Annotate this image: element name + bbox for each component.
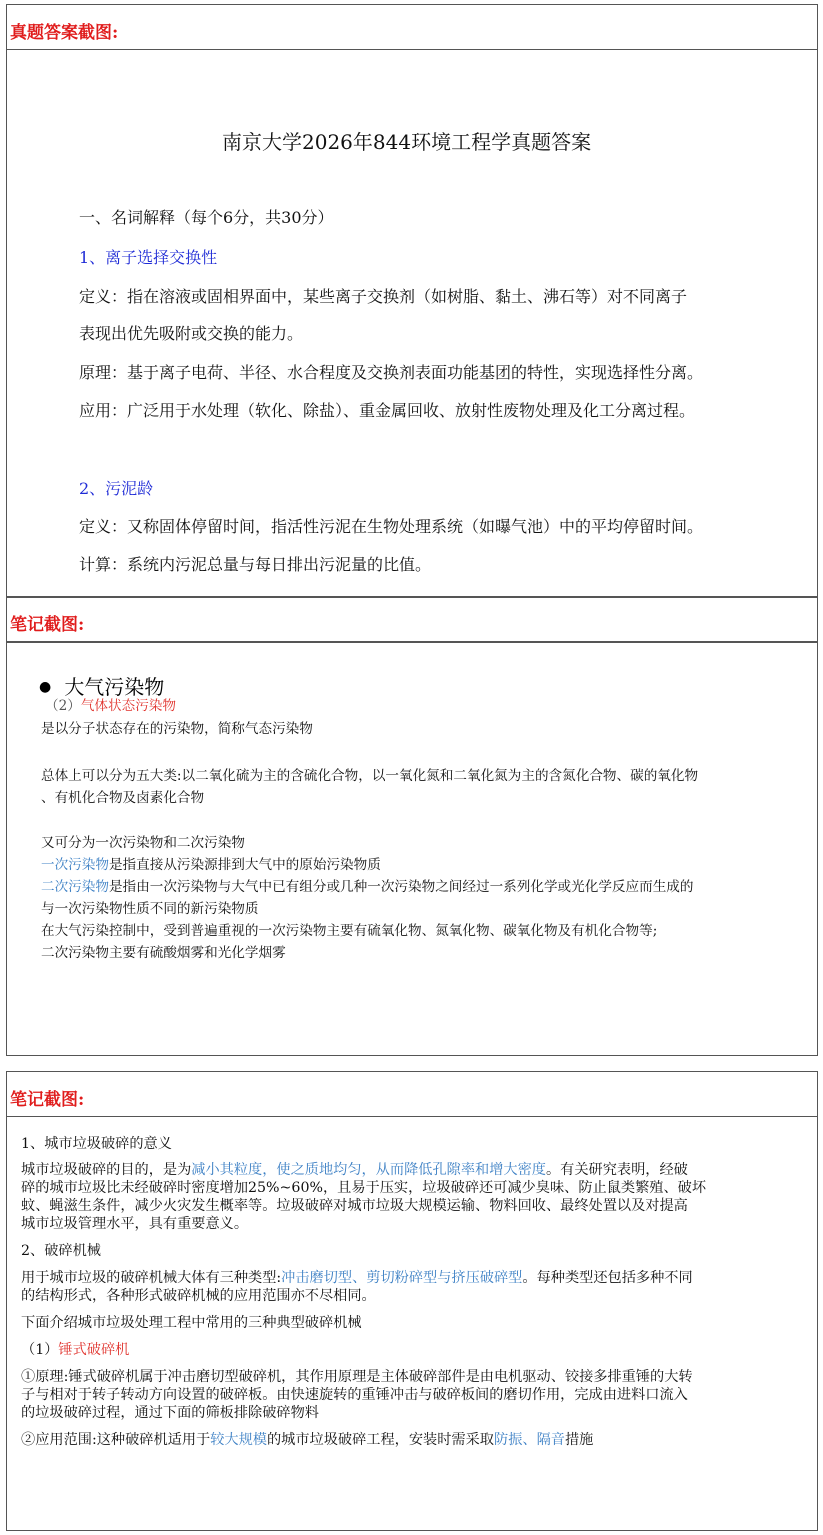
sub-red-label: 气体状态污染物	[80, 698, 176, 714]
sub-prefix: （2）	[45, 698, 81, 714]
sub-red-label: 锤式破碎机	[58, 1342, 130, 1358]
para1-line2: 碎的城市垃圾比未经破碎时密度增加25%~60%，且易于压实，垃圾破碎还可减少臭味、防止鼠类繁殖、破坏	[21, 1180, 707, 1196]
secondary-pollutant-term: 二次污染物	[41, 879, 109, 895]
para1-line3: 蚊、蝇滋生条件，减少火灾发生概率等。垃圾破碎对城市垃圾大规模运输、物料回收、最终处置以及对提高	[21, 1198, 688, 1214]
term1-definition-line2: 表现出优先吸附或交换的能力。	[79, 324, 304, 343]
para1-pre: 城市垃圾破碎的目的，是为	[21, 1162, 192, 1178]
answer-section-header	[7, 5, 817, 50]
term1-principle: 原理：基于离子电荷、半径、水合程度及交换剂表面功能基团的特性，实现选择性分离。	[79, 363, 704, 382]
para5-post: 措施	[564, 1432, 594, 1448]
note-line-3: 又可分为一次污染物和二次污染物	[41, 835, 245, 851]
notes-section-waste-crushing	[6, 1071, 818, 1531]
para4-line2: 子与相对于转子转动方向设置的破碎板。由快速旋转的重锤冲击与破碎板间的磨切作用，完成由进料口流入	[21, 1387, 688, 1403]
answer-header-label: 真题答案截图:	[10, 23, 119, 43]
para5-highlight1: 较大规模	[210, 1432, 267, 1448]
para2-pre: 用于城市垃圾的破碎机械大体有三种类型:	[21, 1270, 282, 1286]
para5	[21, 1431, 593, 1449]
note-line-5	[41, 878, 694, 896]
note-line-4	[41, 856, 381, 874]
notes-section-header	[7, 1072, 817, 1117]
note-line-5b: 与一次污染物性质不同的新污染物质	[41, 901, 259, 917]
para4-line1: ①原理:锤式破碎机属于冲击磨切型破碎机，其作用原理是主体破碎部件是由电机驱动、铰接多排重锤的大转	[21, 1369, 693, 1385]
bullet-dot-icon: ●	[39, 679, 52, 695]
heading-crushing-machinery: 2、破碎机械	[21, 1243, 101, 1259]
para1-line1	[21, 1161, 688, 1179]
notes-header-label: 笔记截图:	[10, 1090, 85, 1110]
term1-heading: 1、离子选择交换性	[79, 248, 218, 267]
note-line-1: 是以分子状态存在的污染物，简称气态污染物	[41, 721, 313, 737]
para1-highlight: 减小其粒度，使之质地均匀，从而降低孔隙率和增大密度	[191, 1162, 546, 1178]
note-line-6: 在大气污染控制中，受到普遍重视的一次污染物主要有硫氧化物、氮氧化物、碳氧化物及有机化合物等;	[41, 923, 658, 939]
para2-highlight: 冲击磨切型、剪切粉碎型与挤压破碎型	[281, 1270, 523, 1286]
note-line-2b: 、有机化合物及卤素化合物	[41, 790, 205, 806]
notes-section-air-pollutants	[6, 596, 818, 1056]
para1-line4: 城市垃圾管理水平，具有重要意义。	[21, 1216, 249, 1232]
note-line-2a: 总体上可以分为五大类:以二氧化硫为主的含硫化合物，以一氧化氮和二氧化氮为主的含氮化合物、碳的氧化物	[41, 768, 699, 784]
para1-post: 。有关研究表明，经破	[545, 1162, 688, 1178]
primary-pollutant-desc: 是指直接从污染源排到大气中的原始污染物质	[108, 857, 381, 873]
secondary-pollutant-desc: 是指由一次污染物与大气中已有组分或几种一次污染物之间经过一系列化学或光化学反应而生成的	[108, 879, 694, 895]
primary-pollutant-term: 一次污染物	[41, 857, 109, 873]
para2-post: 。每种类型还包括多种不同	[522, 1270, 693, 1286]
subheading-hammer-crusher	[21, 1341, 129, 1359]
subheading-gas-pollutants	[45, 697, 176, 715]
bullet-row	[39, 671, 164, 700]
para5-mid: 的城市垃圾破碎工程，安装时需采取	[266, 1432, 494, 1448]
term2-definition: 定义：又称固体停留时间，指活性污泥在生物处理系统（如曝气池）中的平均停留时间。	[79, 517, 704, 536]
heading-crushing-significance: 1、城市垃圾破碎的意义	[21, 1136, 172, 1152]
para2-line1	[21, 1269, 693, 1287]
para5-highlight2: 防振、隔音	[494, 1432, 565, 1448]
term2-calculation: 计算：系统内污泥总量与每日排出污泥量的比值。	[79, 555, 432, 574]
term1-application: 应用：广泛用于水处理（软化、除盐）、重金属回收、放射性废物处理及化工分离过程。	[79, 401, 696, 420]
para4-line3: 的垃圾破碎过程，通过下面的筛板排除破碎物料	[21, 1405, 319, 1421]
term2-heading: 2、污泥龄	[79, 479, 154, 498]
para5-pre: ②应用范围:这种破碎机适用于	[21, 1432, 211, 1448]
para2-line2: 的结构形式，各种形式破碎机械的应用范围亦不尽相同。	[21, 1288, 376, 1304]
term1-definition-line1: 定义：指在溶液或固相界面中，某些离子交换剂（如树脂、黏土、沸石等）对不同离子	[79, 287, 688, 306]
sub-prefix: （1）	[21, 1342, 59, 1358]
answer-section	[6, 4, 818, 643]
part-heading: 一、名词解释（每个6分，共30分）	[79, 208, 334, 227]
bullet-title: 大气污染物	[64, 675, 165, 699]
notes-header-label: 笔记截图:	[10, 615, 85, 635]
para3: 下面介绍城市垃圾处理工程中常用的三种典型破碎机械	[21, 1315, 362, 1331]
exam-title: 南京大学2026年844环境工程学真题答案	[222, 130, 592, 154]
notes-section-header	[7, 597, 817, 642]
note-line-7: 二次污染物主要有硫酸烟雾和光化学烟雾	[41, 945, 286, 961]
